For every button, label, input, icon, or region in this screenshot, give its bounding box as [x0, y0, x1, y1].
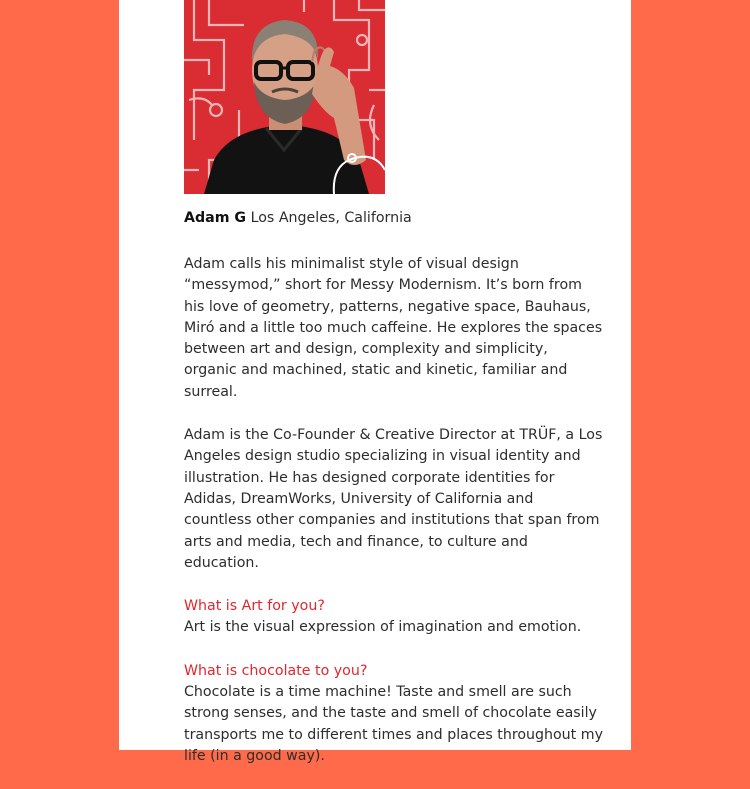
artist-location: Los Angeles, California — [250, 210, 412, 226]
question-heading: What is chocolate to you? — [184, 662, 368, 679]
portrait-image — [184, 0, 385, 194]
bio-paragraph: Adam calls his minimalist style of visual design “messymod,” short for Messy Modernism. It’s born from his love of geometry, patterns, negative space, Bauhaus, Miró and a little too much caffeine. He explores the spaces between art and design, complexity and simplicity, organic and machined, static and kinetic, familiar and surreal. — [184, 256, 603, 400]
question-heading: What is Art for you? — [184, 598, 325, 615]
answer-text: Art is the visual expression of imagination and emotion. — [184, 619, 582, 636]
article-content — [184, 206, 604, 789]
bio-paragraph: Adam is the Co-Founder & Creative Director at TRÜF, a Los Angeles design studio specializing in visual identity and illustration. He has designed corporate identities for Adidas, DreamWorks, University of California and countless other companies and institutions that span from arts and media, tech and finance, to culture and education. — [184, 427, 603, 571]
profile-line — [184, 206, 604, 230]
article-page — [119, 0, 631, 764]
portrait-photo — [184, 0, 385, 194]
artist-name: Adam G — [184, 210, 247, 226]
answer-text: Chocolate is a time machine! Taste and smell are such strong senses, and the taste and smell of chocolate easily transports me to different times and places throughout my life (in a good way). — [184, 684, 603, 764]
